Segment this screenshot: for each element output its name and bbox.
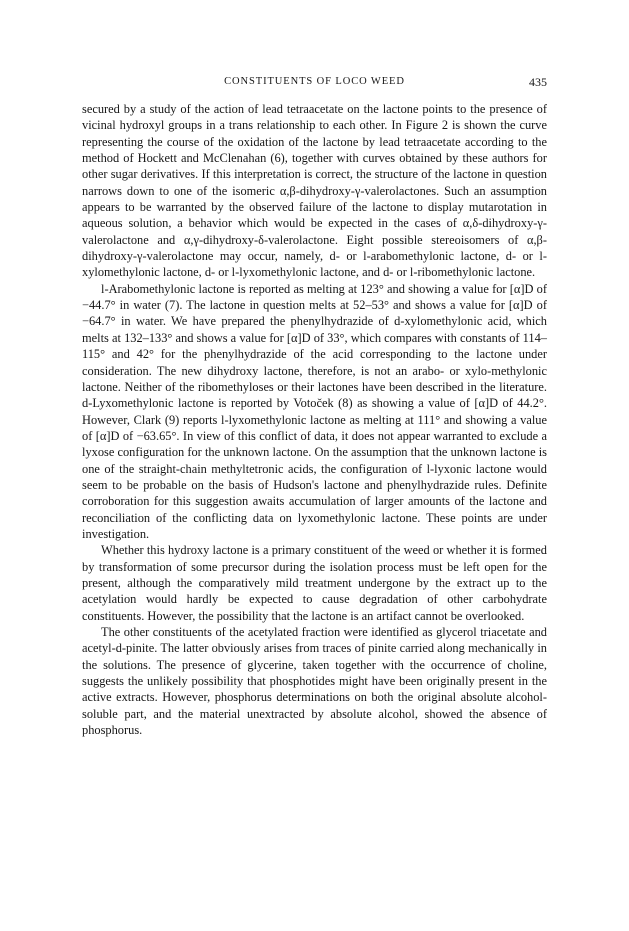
paragraph: l-Arabomethylonic lactone is reported as melting at 123° and showing a value for [α]D of −44.7° in water (7). The lactone in question melts at 52–53° and shows a value for [α]D of −64.7° in water. We have prepared the phenylhydrazide of d-xylomethylonic acid, which melts at 132–133° and shows a value for [α]D of 33°, which compares with constants of 114–115° and 42° for the phenylhydrazide of the acid corresponding to the lactone under consideration. The new dihydroxy lactone, therefore, is not an arabo- or xylo-methylonic lactone. Neither of the ribomethyloses or their lactones have been described in the literature. d-Lyxomethylonic lactone is reported by Votoček (8) as showing a value of [α]D of 44.2°. However, Clark (9) reports l-lyxomethylonic lactone as melting at 111° and showing a value of [α]D of −63.65°. In view of this conflict of data, it does not appear warranted to exclude a lyxose configuration for the unknown lactone. On the assumption that the unknown lactone is one of the straight-chain methyltetronic acids, the configuration of l-lyxonic lactone would seem to be probable on the basis of Hudson's lactone and phenylhydrazide rules. Definite corroboration for this suggestion awaits accumulation of larger amounts of the lactone and reconciliation of the conflicting data on lyxomethylonic lactone. These points are under investigation. <box>82 281 547 541</box>
running-head <box>82 73 547 91</box>
running-title: CONSTITUENTS OF LOCO WEED <box>224 76 405 87</box>
paragraph: The other constituents of the acetylated fraction were identified as glycerol triacetate and acetyl-d-pinite. The latter obviously arises from traces of pinite carried along mechanically in the solutions. The presence of glycerine, taken together with the occurrence of choline, suggests the unlikely possibility that phosphotides might have been originally present in the active extracts. However, phosphorus determinations on both the original absolute alcohol-soluble part, and the material unextracted by absolute alcohol, showed the absence of phosphorus. <box>82 625 547 738</box>
body-text <box>82 101 547 738</box>
paragraph: Whether this hydroxy lactone is a primary constituent of the weed or whether it is formed by transformation of some precursor during the isolation process must be left open for the present, although the comparatively mild treatment undergone by the extract up to the acetylation would hardly be expected to cause degradation of other carbohydrate constituents. However, the possibility that the lactone is an artifact cannot be overlooked. <box>82 543 547 623</box>
page-number: 435 <box>529 75 547 89</box>
paragraph: secured by a study of the action of lead tetraacetate on the lactone points to the presence of vicinal hydroxyl groups in a trans relationship to each other. In Figure 2 is shown the curve representing the course of the oxidation of the lactone by lead tetraacetate according to the method of Hockett and McClenahan (6), together with curves obtained by these authors for other sugar derivatives. If this interpretation is correct, the structure of the lactone in question narrows down to one of the isomeric α,β-dihydroxy-γ-valerolactones. Such an assumption appears to be warranted by the observed failure of the lactone to display mutarotation in aqueous solution, a behavior which would be expected in the cases of α,δ-dihydroxy-γ-valerolactone and α,γ-dihydroxy-δ-valerolactone. Eight possible stereoisomers of α,β-dihydroxy-γ-valerolactone may occur, namely, d- or l-arabomethylonic lactone, d- or l-xylomethylonic lactone, d- or l-lyxomethylonic lactone, and d- or l-ribomethylonic lactone. <box>82 102 547 280</box>
